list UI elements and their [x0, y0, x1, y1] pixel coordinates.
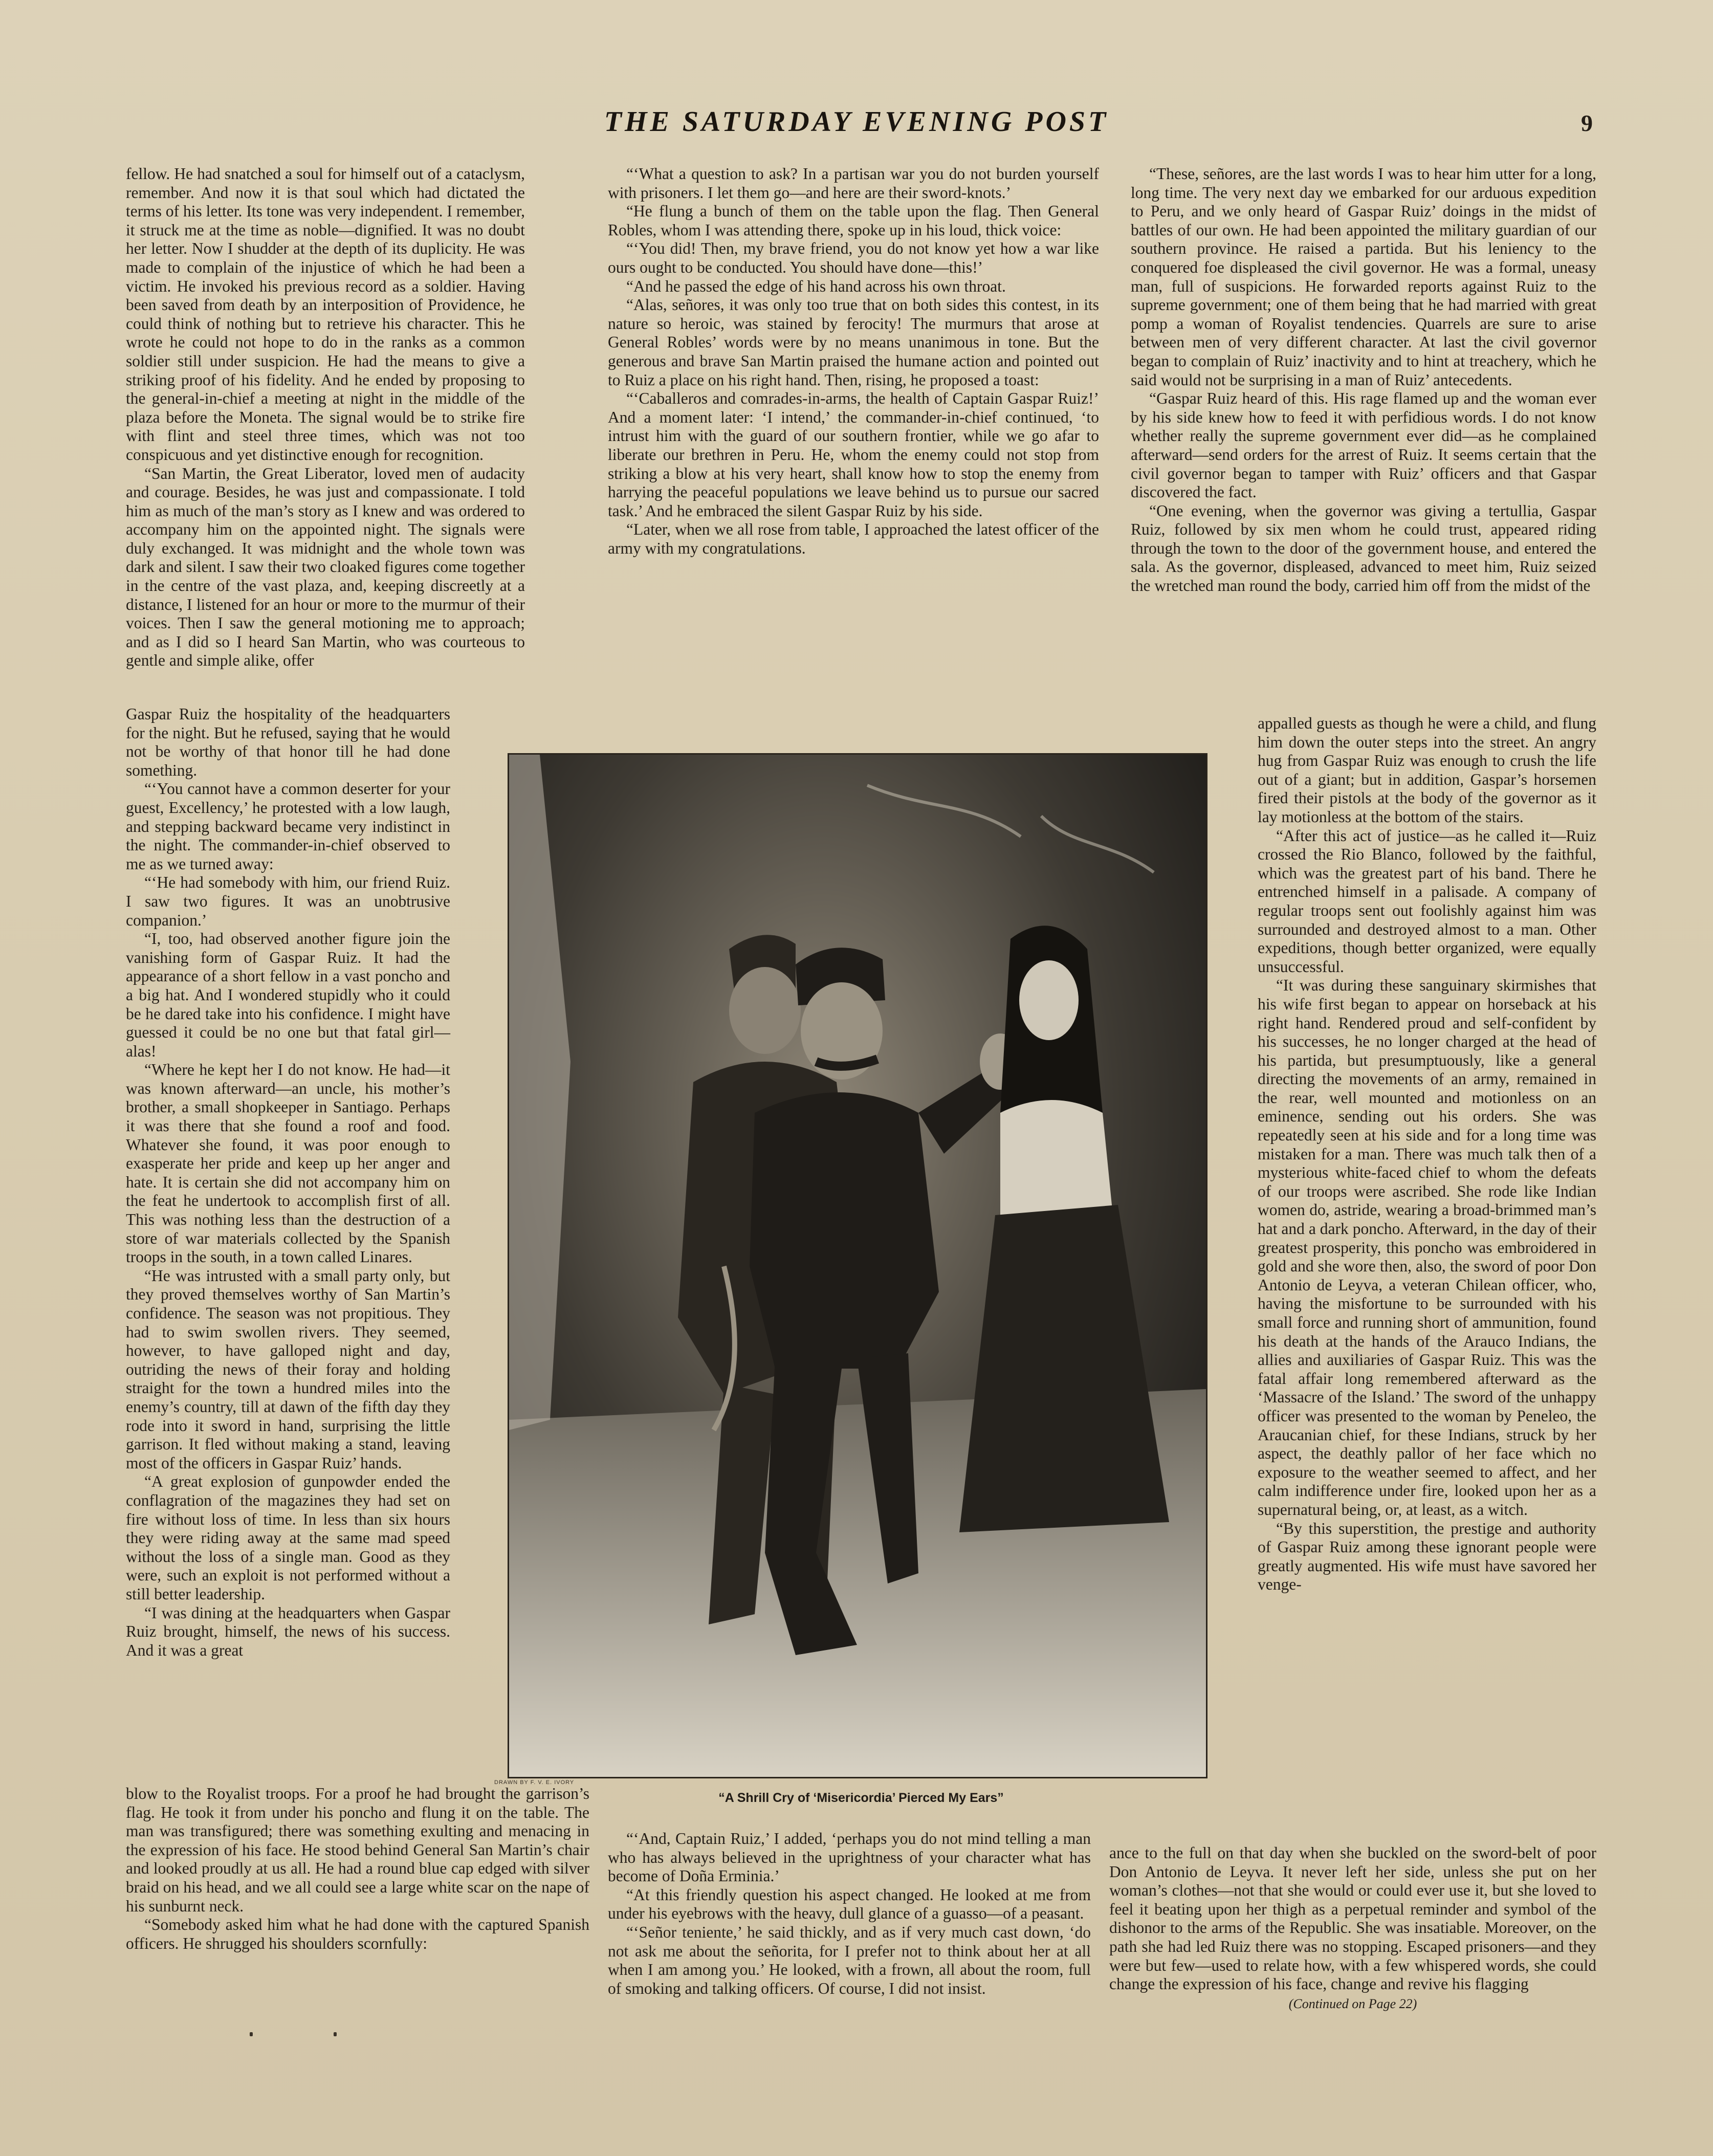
page-number: 9	[1581, 110, 1593, 136]
paragraph: “‘What a question to ask? In a partisan war you do not burden yourself with prisoners. I let them go—and here are their sword-knots.’	[608, 165, 1099, 202]
paragraph: “San Martin, the Great Liberator, loved men of audacity and courage. Besides, he was just and compassionate. I told him as much of the man’s story as I knew and was ordered to accompany him on the appointed night. The signals were duly exchanged. It was midnight and the whole town was dark and silent. I saw their two cloaked figures come together in the centre of the vast plaza, and, keeping discreetly at a distance, I listened for an hour or more to the murmur of their voices. Then I saw the general motioning me to approach; and as I did so I heard San Martin, who was courteous to gentle and simple alike, offer	[126, 464, 525, 670]
masthead: THE SATURDAY EVENING POST	[604, 106, 1109, 138]
paragraph: “He was intrusted with a small party only, but they proved themselves worthy of San Martin’s confidence. The season was not propitious. They had to swim swollen rivers. They seemed, however, to have galloped night and day, outriding the news of their foray and holding straight for the town a hundred miles into the enemy’s country, till at dawn of the fifth day they rode into it sword in hand, surprising the little garrison. It fled without making a stand, leaving most of the officers in Gaspar Ruiz’ hands.	[126, 1266, 450, 1472]
paragraph: “A great explosion of gunpowder ended the conflagration of the magazines they had set on fire without loss of time. In less than six hours they were riding away at the same mad speed without the loss of a single man. Good as they were, such an exploit is not performed without a still better leadership.	[126, 1472, 450, 1603]
paragraph: “Later, when we all rose from table, I approached the latest officer of the army with my congratulations.	[608, 520, 1099, 557]
continued-notice: (Continued on Page 22)	[1288, 1996, 1417, 2011]
column-3-middle	[1258, 714, 1596, 1845]
paragraph: “Alas, señores, it was only too true that on both sides this contest, in its nature so heroic, was stained by ferocity! The murmurs that arose at General Robles’ words were by no means unanimous in tone. But the generous and brave San Martin praised the humane action and pointed out to Ruiz a place on his right hand. Then, rising, he proposed a toast:	[608, 296, 1099, 389]
paragraph: fellow. He had snatched a soul for himself out of a cataclysm, remember. And now it is that soul which had dictated the terms of his letter. Its tone was very independent. I remember, it struck me at the time as noble—dignified. It was no doubt her letter. Now I shudder at the depth of its duplicity. He was made to complain of the injustice of which he had been a victim. He invoked his previous record as a soldier. Having been saved from death by an interposition of Providence, he could think of nothing but to retrieve his character. This he wrote he could not hope to do in the ranks as a common soldier still under suspicion. He had the means to give a striking proof of his fidelity. And he ended by proposing to the general-in-chief a meeting at night in the middle of the plaza before the Moneta. The signal would be to strike fire with flint and steel three times, which was not too conspicuous and yet distinctive enough for recognition.	[126, 165, 525, 464]
column-1-middle	[126, 705, 450, 1785]
illustration-caption: “A Shrill Cry of ‘Misericordia’ Pierced My Ears”	[718, 1791, 1004, 1805]
paragraph: “‘Caballeros and comrades-in-arms, the health of Captain Gaspar Ruiz!’ And a moment later: ‘I intend,’ the commander-in-chief continued, ‘to intrust him with the guard of our southern frontier, while we go afar to liberate our brethren in Peru. He, whom the enemy could not stop from striking a blow at his very heart, shall know how to stop the enemy from harrying the peaceful populations we leave behind us to pursue our sacred task.’ And he embraced the silent Gaspar Ruiz by his side.	[608, 389, 1099, 520]
paragraph: “I, too, had observed another figure join the vanishing form of Gaspar Ruiz. It had the appearance of a short fellow in a vast poncho and a big hat. And I wondered stupidly who it could be he dared take into his confidence. I might have guessed it could be no one but that fatal girl—alas!	[126, 930, 450, 1060]
paragraph: “These, señores, are the last words I was to hear him utter for a long, long time. The very next day we embarked for our arduous expedition to Peru, and we only heard of Gaspar Ruiz’ doings in the midst of battles of our own. He had been appointed the military guardian of our southern province. He raised a partida. But his leniency to the conquered foe displeased the civil governor. He was a formal, uneasy man, full of suspicions. He forwarded reports against Ruiz to the supreme government; one of them being that he had married with great pomp a woman of Royalist tendencies. Quarrels are sure to arise between men of very different character. At last the civil governor began to complain of Ruiz’ inactivity and to hint at treachery, which he said would not be surprising in a man of Ruiz’ antecedents.	[1131, 165, 1596, 389]
paragraph: “‘And, Captain Ruiz,’ I added, ‘perhaps you do not mind telling a man who has always believed in the uprightness of your character what has become of Doña Erminia.’	[608, 1830, 1091, 1885]
paragraph: “And he passed the edge of his hand across his own throat.	[626, 277, 1006, 295]
column-2-bottom	[608, 1830, 1091, 2044]
paragraph: blow to the Royalist troops. For a proof he had brought the garrison’s flag. He took it from under his poncho and flung it on the table. The man was transfigured; there was something exulting and menacing in the expression of his face. He stood behind General San Martin’s chair and looked proudly at us all. He had a round blue cap edged with silver braid on his head, and we all could see a large white scar on the nape of his sunburnt neck.	[126, 1785, 589, 1915]
paragraph: “By this superstition, the prestige and authority of Gaspar Ruiz among these ignorant people were greatly augmented. His wife must have savored her venge-	[1258, 1519, 1596, 1594]
paragraph: “‘Señor teniente,’ he said thickly, and as if very much cast down, ‘do not ask me about the señorita, for I prefer not to think about her at all when I am among you.’ He looked, with a frown, all about the room, full of smoking and talking officers. Of course, I did not insist.	[608, 1923, 1091, 1997]
column-1-top	[126, 165, 525, 707]
print-dot	[250, 2032, 253, 2036]
illustration-drawing	[509, 755, 1206, 1777]
paragraph: appalled guests as though he were a child, and flung him down the outer steps into the street. An angry hug from Gaspar Ruiz was enough to crush the life out of a giant; but in addition, Gaspar’s horsemen fired their pistols at the body of the governor as it lay motionless at the bottom of the stairs.	[1258, 714, 1596, 826]
paragraph: “One evening, when the governor was giving a tertullia, Gaspar Ruiz, followed by six men whom he could trust, appeared riding through the town to the door of the government house, and entered the sala. As the governor, displeased, advanced to meet him, Ruiz seized the wretched man round the body, carried him off from the midst of the	[1131, 501, 1596, 595]
paragraph: “It was during these sanguinary skirmishes that his wife first began to appear on horseback at his right hand. Rendered proud and self-confident by his successes, he no longer charged at the head of his partida, but presumptuously, like a general directing the movements of an army, remained in the rear, well mounted and motionless on an eminence, sending out his orders. She was repeatedly seen at his side and for a long time was mistaken for a man. There was much talk then of a mysterious white-faced chief to whom the defeats of our troops were ascribed. She rode like Indian women do, astride, wearing a broad-brimmed man’s hat and a dark poncho. Afterward, in the day of their greatest prosperity, this poncho was embroidered in gold and she wore then, also, the sword of poor Don Antonio de Leyva, a veteran Chilean officer, who, having the misfortune to be surrounded with his small force and running short of ammunition, found his death at the hands of the Arauco Indians, the allies and auxiliaries of Gaspar Ruiz. This was the fatal affair long remembered afterward as the ‘Massacre of the Island.’ The sword of the unhappy officer was presented to the woman by Peneleo, the Araucanian chief, for these Indians, struck by her aspect, the deathly pallor of her face which no exposure to the weather seemed to affect, and her calm indifference under fire, looked upon her as a supernatural being, or, at least, as a witch.	[1258, 976, 1596, 1519]
paragraph: “At this friendly question his aspect changed. He looked at me from under his eyebrows with the heavy, dull glance of a guasso—of a peasant.	[608, 1885, 1091, 1923]
paragraph: “‘He had somebody with him, our friend Ruiz. I saw two figures. It was an unobtrusive companion.’	[126, 873, 450, 929]
paragraph: ance to the full on that day when she buckled on the sword-belt of poor Don Antonio de Leyva. It never left her side, unless she put on her woman’s clothes—not that she would or could ever use it, but she loved to feel it beating upon her thigh as a perpetual reminder and symbol of the dishonor to the arms of the Republic. She was insatiable. Moreover, on the path she had led Ruiz there was no stopping. Escaped prisoners—and they were but few—used to relate how, with a few whispered words, she could change the expression of his face, change and revive his flagging	[1109, 1844, 1596, 1993]
paragraph: “‘You did! Then, my brave friend, you do not know yet how a war like ours ought to be conducted. You should have done—this!’	[608, 239, 1099, 276]
print-dot	[334, 2032, 337, 2036]
paragraph: “Where he kept her I do not know. He had—it was known afterward—an uncle, his mother’s brother, a small shopkeeper in Santiago. Perhaps it was there that she found a roof and food. Whatever she found, it was poor enough to exasperate her pride and keep up her anger and hate. It is certain she did not accompany him on the feat he undertook to accomplish first of all. This was nothing less than the destruction of a store of war materials collected by the Spanish troops in the south, in a town called Linares.	[126, 1061, 450, 1266]
illustration	[508, 753, 1207, 1778]
paragraph: “After this act of justice—as he called it—Ruiz crossed the Rio Blanco, followed by the faithful, which was the greatest part of his band. There he entrenched himself in a palisade. A company of regular troops sent out foolishly against him was surrounded and destroyed almost to a man. Other expeditions, though better organized, were equally unsuccessful.	[1258, 826, 1596, 976]
column-3-bottom	[1109, 1844, 1596, 2055]
illustration-credit: DRAWN BY F. V. E. IVORY	[494, 1779, 575, 1786]
paragraph: “‘You cannot have a common deserter for your guest, Excellency,’ he protested with a low laugh, and stepping backward became very indistinct in the night. The commander-in-chief observed to me as we turned away:	[126, 780, 450, 873]
column-1-bottom	[126, 1785, 589, 2010]
column-3-top	[1131, 165, 1596, 717]
column-2-top	[608, 165, 1099, 707]
paragraph: Gaspar Ruiz the hospitality of the headquarters for the night. But he refused, saying that he would not be worthy of that honor till he had done something.	[126, 705, 450, 779]
paragraph: “Gaspar Ruiz heard of this. His rage flamed up and the woman ever by his side knew how to feed it with perfidious words. I do not know whether really the supreme government ever did—as he complained afterward—send orders for the arrest of Ruiz. It seems certain that the civil governor began to tamper with Ruiz’ officers and that Gaspar discovered the fact.	[1131, 389, 1596, 501]
paragraph: “Somebody asked him what he had done with the captured Spanish officers. He shrugged his shoulders scornfully:	[126, 1916, 589, 1952]
paragraph: “He flung a bunch of them on the table upon the flag. Then General Robles, whom I was attending there, spoke up in his loud, thick voice:	[608, 202, 1099, 239]
paragraph: “I was dining at the headquarters when Gaspar Ruiz brought, himself, the news of his success. And it was a great	[126, 1603, 450, 1659]
